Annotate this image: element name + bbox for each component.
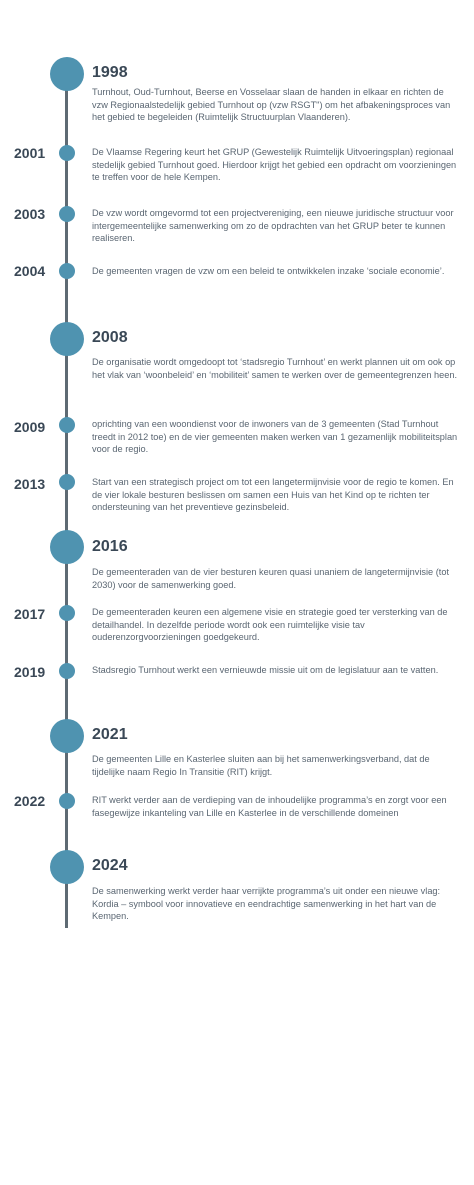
timeline-marker [59, 605, 75, 621]
entry-year: 2021 [92, 726, 128, 743]
entry-year: 2003 [14, 206, 46, 222]
timeline-marker [59, 145, 75, 161]
entry-year: 2008 [92, 329, 128, 346]
timeline-marker [59, 417, 75, 433]
entry-text: Start van een strategisch project om tot een langetermijnvisie voor de regio te komen. En de vier lokale besturen beslissen om samen een Huis van het Kind op te richten ter ondersteuning van het preventieve gezinsbeleid. [92, 477, 454, 513]
entry-year: 2013 [14, 476, 46, 492]
timeline-marker-major [50, 57, 84, 91]
entry-text: oprichting van een woondienst voor de inwoners van de 3 gemeenten (Stad Turnhout treedt in 2012 toe) en de vier gemeenten maken werken van 1 gezamenlijk mobiliteitsplan voor de regio. [92, 419, 458, 455]
entry-year: 2024 [92, 857, 128, 874]
entry-text: De samenwerking werkt verder haar verrijkte programma’s uit onder een nieuwe vlag: Kordia – symbool voor innovatieve en eendrachtige samenwerking in het hart van de Kempen. [92, 886, 441, 922]
entry-text: De vzw wordt omgevormd tot een projectvereniging, een nieuwe juridische structuur voor intergemeentelijke samenwerking om zo de opdrachten van het GRUP beter te kunnen realiseren. [92, 208, 454, 244]
timeline-marker [59, 474, 75, 490]
entry-text: De gemeenteraden keuren een algemene visie en strategie goed ter versterking van de detailhandel. In dezelfde periode wordt ook een ruimtelijke visie tav ouderenzorgvoorzieningen goedgekeurd. [92, 607, 448, 643]
timeline-marker [59, 206, 75, 222]
entry-text: Turnhout, Oud-Turnhout, Beerse en Vosselaar slaan de handen in elkaar en richten de vzw Regionaalstedelijk gebied Turnhout op (vzw RSGT") om het afbakeningsproces van het gebied te begeleiden (Ruimtelijk Structuurplan Vlaanderen). [92, 87, 451, 123]
entry-year: 1998 [92, 64, 128, 81]
timeline-marker [59, 663, 75, 679]
entry-year: 2009 [14, 419, 46, 435]
entry-text: De gemeenten Lille en Kasterlee sluiten aan bij het samenwerkingsverband, dat de tijdelijke naam Regio In Transitie (RIT) krijgt. [92, 754, 430, 777]
entry-year: 2016 [92, 538, 128, 555]
timeline-marker-major [50, 322, 84, 356]
entry-year: 2017 [14, 606, 46, 622]
entry-year: 2001 [14, 145, 46, 161]
entry-year: 2022 [14, 793, 46, 809]
entry-year: 2019 [14, 664, 46, 680]
entry-text: De gemeenten vragen de vzw om een beleid te ontwikkelen inzake ‘sociale economie’. [92, 266, 445, 276]
timeline-marker [59, 793, 75, 809]
entry-text: De Vlaamse Regering keurt het GRUP (Gewestelijk Ruimtelijk Uitvoeringsplan) regionaal stedelijk gebied Turnhout goed. Hierdoor krijgt het gebied een opdracht om voorzieningen te treffen voor de hele Kempen. [92, 147, 457, 183]
timeline-marker-major [50, 850, 84, 884]
entry-text: De organisatie wordt omgedoopt tot ‘stadsregio Turnhout’ en werkt plannen uit om ook op het vlak van ‘woonbeleid’ en ‘mobiliteit’ samen te werken over de gemeentegrenzen heen. [92, 357, 457, 380]
timeline-marker [59, 263, 75, 279]
timeline-marker-major [50, 719, 84, 753]
entry-text: RIT werkt verder aan de verdieping van de inhoudelijke programma’s en zorgt voor een fasegewijze inkanteling van Lille en Kasterlee in de verschillende domeinen [92, 795, 447, 818]
timeline-marker-major [50, 530, 84, 564]
entry-year: 2004 [14, 263, 46, 279]
entry-text: De gemeenteraden van de vier besturen keuren quasi unaniem de langetermijnvisie (tot 2030) voor de samenwerking goed. [92, 567, 449, 590]
entry-text: Stadsregio Turnhout werkt een vernieuwde missie uit om de legislatuur aan te vatten. [92, 665, 439, 675]
